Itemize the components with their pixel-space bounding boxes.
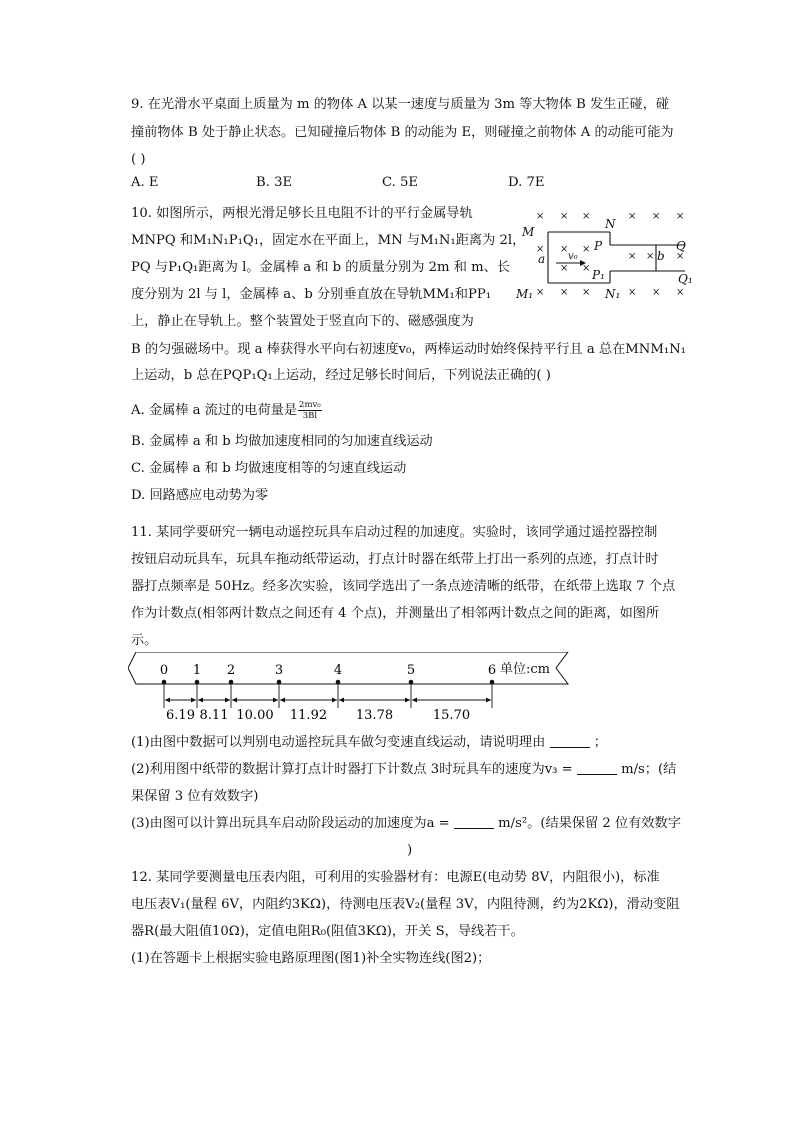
- q12-line-2: 电压表V₁(量程 6V，内阻约3KΩ)，待测电压表V₂(量程 3V，内阻待测，约为2KΩ)，滑动变阻: [131, 897, 680, 912]
- field-cross-mark: ×: [652, 287, 661, 298]
- label-q: Q: [676, 239, 686, 253]
- label-n1: N₁: [605, 287, 621, 301]
- q10-option-b: B. 金属棒 a 和 b 均做加速度相同的匀加速直线运动: [131, 434, 433, 449]
- q10-option-a: [131, 400, 322, 421]
- field-cross-mark: ×: [628, 251, 637, 262]
- q11-line-3: 器打点频率是 50Hz。经多次实验，该同学选出了一条点迹清晰的纸带，在纸带上选取 7 个点: [131, 579, 676, 594]
- q11-sub-3: [131, 815, 681, 833]
- dimension-arrow: [165, 698, 170, 703]
- tape-dot: [490, 680, 495, 685]
- q12-line-1: 12. 某同学要测量电压表内阻，可利用的实验器材有：电源E(电动势 8V，内阻很小)，标准: [131, 870, 660, 885]
- field-cross-mark: ×: [536, 211, 545, 222]
- label-rod-a: a: [538, 252, 546, 266]
- q9-option-a: A. E: [131, 175, 159, 190]
- dimension-arrow: [191, 698, 196, 703]
- tape-dot: [162, 680, 167, 685]
- answer-blank-1[interactable]: [550, 735, 590, 748]
- fraction-denominator: 3Bl: [302, 411, 318, 421]
- q11-line-4: 作为计数点(相邻两计数点之间还有 4 个点)，并测量出了相邻两计数点之间的距离，如图所: [131, 606, 660, 621]
- q9-option-c: C. 5E: [382, 175, 419, 190]
- tape-dot: [336, 680, 341, 685]
- field-cross-mark: ×: [560, 211, 569, 222]
- q10-line-4: 度分别为 2l 与 l，金属棒 a、b 分别垂直放在导轨MM₁和PP₁: [131, 287, 491, 302]
- dimension-arrow: [486, 698, 491, 703]
- label-rod-b: b: [657, 249, 665, 263]
- q12-line-4: (1)在答题卡上根据实验电路原理图(图1)补全实物连线(图2)；: [131, 951, 491, 966]
- q9-option-d: D. 7E: [508, 175, 545, 190]
- q10-line-6: B 的匀强磁场中。现 a 棒获得水平向右初速度v₀，两棒运动时始终保持平行且 a 总在MNM₁N₁: [131, 342, 686, 357]
- q11-line-2: 按钮启动玩具车，玩具车拖动纸带运动，打点计时器在纸带上打出一系列的点迹，打点计时: [131, 552, 659, 567]
- q11-sub-2: [131, 761, 676, 779]
- q10-line-2: MNPQ 和M₁N₁P₁Q₁，固定水在平面上，MN 与M₁N₁距离为 2l，: [131, 233, 526, 248]
- tape-dot: [195, 680, 200, 685]
- q11-line-1: 11. 某同学要研究一辆电动遥控玩具车启动过程的加速度。实验时，该同学通过遥控器控制: [131, 525, 658, 540]
- q9-line-1: 9. 在光滑水平桌面上质量为 m 的物体 A 以某一速度与质量为 3m 等大物体 B 发生正碰，碰: [131, 97, 670, 112]
- label-m: M: [522, 225, 535, 239]
- paper-tape-diagram: [128, 652, 578, 727]
- field-cross-mark: ×: [646, 251, 655, 262]
- field-cross-mark: ×: [536, 244, 545, 255]
- tape-point-label: 5: [406, 663, 416, 678]
- tape-unit: 单位:cm: [500, 662, 550, 677]
- field-cross-mark: ×: [582, 287, 591, 298]
- tape-dot: [229, 680, 234, 685]
- q11-sub-1-end: ；: [593, 735, 607, 750]
- field-cross-mark: ×: [676, 287, 685, 298]
- distance-label: 13.78: [355, 708, 394, 723]
- distance-label: 8.11: [199, 708, 229, 723]
- distance-label: 15.70: [432, 708, 471, 723]
- dimension-arrow: [339, 698, 344, 703]
- q9-line-3: ( ): [131, 152, 146, 167]
- tape-point-label: 0: [159, 663, 169, 678]
- field-cross-mark: ×: [628, 287, 637, 298]
- tape-point-label: 4: [333, 663, 343, 678]
- rail-diagram: [510, 205, 700, 315]
- q11-line-5: 示。: [131, 633, 158, 648]
- q10-option-a-fraction: [298, 400, 322, 421]
- field-cross-mark: ×: [582, 244, 591, 255]
- answer-blank-2[interactable]: [577, 762, 617, 775]
- label-p1: P₁: [592, 268, 605, 282]
- label-n: N: [605, 217, 616, 231]
- dimension-arrow: [232, 698, 237, 703]
- tape-point-label: 6: [487, 663, 497, 678]
- tape-point-label: 2: [226, 663, 236, 678]
- tape-point-label: 1: [192, 663, 202, 678]
- distance-label: 11.92: [289, 708, 328, 723]
- fraction-numerator: 2mv₀: [299, 400, 321, 410]
- field-cross-mark: ×: [560, 263, 569, 274]
- field-cross-mark: ×: [582, 211, 591, 222]
- q10-line-5: 上，静止在导轨上。整个装置处于竖直向下的、磁感强度为: [131, 314, 474, 329]
- q11-sub-1: [131, 734, 607, 752]
- field-cross-mark: ×: [582, 263, 591, 274]
- field-cross-mark: ×: [560, 244, 569, 255]
- label-v0: v₀: [568, 251, 578, 262]
- q9-line-2: 撞前物体 B 处于静止状态。已知碰撞后物体 B 的动能为 E，则碰撞之前物体 A 的动能可能为: [131, 125, 674, 140]
- field-cross-mark: ×: [676, 251, 685, 262]
- q11-sub-3-unit: m/s²。(结果保留 2 位有效数字: [498, 816, 681, 831]
- distance-label: 10.00: [236, 708, 274, 723]
- q11-sub-2-cont: 果保留 3 位有效数字): [131, 789, 259, 804]
- field-cross-mark: ×: [536, 287, 545, 298]
- field-cross-mark: ×: [676, 211, 685, 222]
- dimension-arrow: [405, 698, 410, 703]
- tape-dot: [277, 680, 282, 685]
- q11-sub-2-unit: m/s；(结: [621, 762, 677, 777]
- q11-sub-1-text: (1)由图中数据可以判别电动遥控玩具车做匀变速直线运动，请说明理由: [131, 735, 546, 750]
- q11-sub-2-text: (2)利用图中纸带的数据计算打点计时器打下计数点 3时玩具车的速度为v₃ =: [131, 762, 573, 777]
- field-cross-mark: ×: [652, 211, 661, 222]
- q11-sub-3-text: (3)由图可以计算出玩具车启动阶段运动的加速度为a =: [131, 816, 450, 831]
- dimension-arrow: [280, 698, 285, 703]
- q10-line-3: PQ 与P₁Q₁距离为 l。金属棒 a 和 b 的质量分别为 2m 和 m、长: [131, 260, 510, 275]
- q10-option-c: C. 金属棒 a 和 b 均做速度相等的匀速直线运动: [131, 461, 407, 476]
- dimension-arrow: [412, 698, 417, 703]
- dimension-arrow: [332, 698, 337, 703]
- tape-dot: [409, 680, 414, 685]
- label-q1: Q₁: [678, 272, 693, 286]
- field-cross-mark: ×: [560, 287, 569, 298]
- field-cross-mark: ×: [628, 211, 637, 222]
- q10-line-1: 10. 如图所示，两根光滑足够长且电阻不计的平行金属导轨: [131, 206, 473, 221]
- q12-line-3: 器R(最大阻值10Ω)，定值电阻R₀(阻值3KΩ)，开关 S，导线若干。: [131, 924, 524, 939]
- answer-blank-3[interactable]: [454, 816, 494, 829]
- q10-option-d: D. 回路感应电动势为零: [131, 488, 269, 503]
- dimension-arrow: [273, 698, 278, 703]
- tape-point-label: 3: [274, 663, 284, 678]
- dimension-arrow: [198, 698, 203, 703]
- label-p: P: [594, 239, 603, 253]
- label-m1: M₁: [516, 287, 534, 301]
- q9-option-b: B. 3E: [256, 175, 293, 190]
- q10-line-7: 上运动，b 总在PQP₁Q₁上运动，经过足够长时间后，下列说法正确的( ): [131, 368, 551, 383]
- dimension-arrow: [225, 698, 230, 703]
- distance-label: 6.19: [166, 708, 195, 723]
- q11-sub-3-cont: ): [407, 843, 413, 858]
- q10-option-a-text: A. 金属棒 a 流过的电荷量是: [131, 403, 298, 418]
